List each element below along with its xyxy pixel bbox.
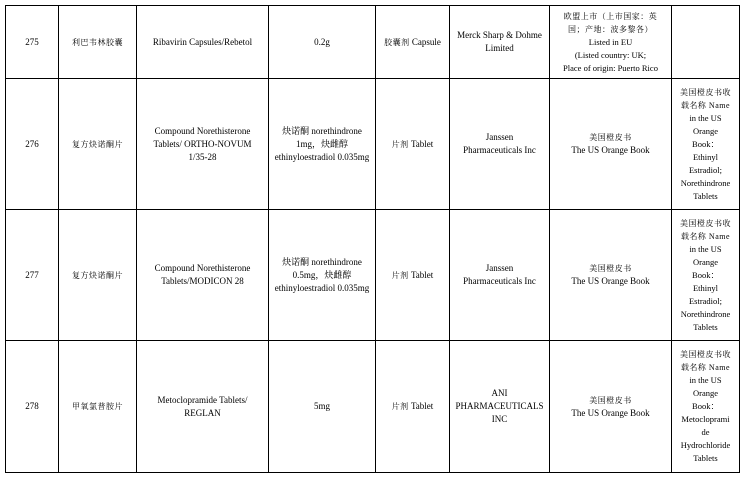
drug-listing-table (5, 5, 740, 473)
holder-line: Pharmaceuticals Inc (463, 145, 536, 155)
remark-line: Tablets (693, 453, 718, 463)
dosage-form-cn: 片剂 (391, 270, 409, 280)
remark-line: in the US (689, 375, 722, 385)
row-number: 275 (6, 6, 59, 79)
remark-line: 载名称 Name (680, 100, 731, 110)
remark-line: Orange (692, 256, 718, 267)
specification (269, 6, 376, 79)
spec-line: 0.2g (314, 36, 330, 47)
dosage-form-en: Capsule (411, 36, 441, 47)
specification (269, 210, 376, 341)
remark-line: de (701, 427, 710, 437)
holder-line: INC (491, 414, 508, 424)
listing-source (550, 341, 672, 473)
listing-source (550, 210, 672, 341)
spec-line: 炔诺酮 norethindrone (282, 125, 362, 136)
spec-line: 5mg (313, 401, 330, 411)
english-name-line: 1/35-28 (188, 151, 217, 162)
dosage-form (376, 341, 450, 473)
remark-line: Estradiol; (688, 164, 723, 175)
license-holder (450, 341, 550, 473)
english-name (137, 210, 269, 341)
holder-line: Merck Sharp & Dohme (457, 30, 542, 40)
source-line: Place of origin: Puerto Rico (563, 62, 658, 73)
remark (672, 210, 740, 341)
holder-line: PHARMACEUTICALS (455, 401, 544, 411)
license-holder (450, 6, 550, 79)
remark-line: Metocloprami (681, 414, 730, 424)
source-line: The US Orange Book (571, 276, 650, 286)
spec-line: 炔诺酮 norethindrone (282, 256, 362, 267)
english-name-line: Compound Norethisterone (154, 263, 251, 273)
chinese-name: 复方炔诺酮片 (59, 210, 137, 341)
listing-source (550, 6, 672, 79)
source-line: 美国橙皮书 (589, 264, 632, 273)
remark-line: Hydrochloride (680, 440, 731, 450)
table-row (6, 79, 740, 210)
remark-line: Orange (692, 125, 718, 136)
remark (672, 6, 740, 79)
holder-line: Janssen (485, 263, 514, 273)
dosage-form-cn: 胶囊剂 (384, 37, 410, 47)
remark-line: in the US (689, 112, 722, 123)
holder-line: Janssen (485, 132, 514, 142)
spec-line: ethinyloestradiol 0.035mg (274, 151, 370, 162)
chinese-name: 甲氧氯普胺片 (59, 341, 137, 473)
remark-line: 美国橙皮书收 (680, 218, 731, 228)
remark-line: Book： (692, 401, 719, 411)
remark (672, 341, 740, 473)
remark-line: in the US (689, 243, 722, 254)
spec-line: 0.5mg，炔雌醇 (292, 269, 352, 280)
specification (269, 79, 376, 210)
chinese-name: 利巴韦林胶囊 (59, 6, 137, 79)
table-row (6, 6, 740, 79)
source-line: (Listed country: UK; (574, 49, 647, 60)
remark-line: Ethinyl (692, 282, 719, 293)
remark-line: Ethinyl (692, 151, 719, 162)
remark-line: 美国橙皮书收 (680, 350, 731, 359)
english-name-line: Metoclopramide Tablets/ (157, 394, 248, 405)
holder-line: Pharmaceuticals Inc (463, 276, 536, 286)
english-name-line: REGLAN (184, 407, 221, 418)
remark-line: Book： (692, 269, 719, 280)
dosage-form (376, 79, 450, 210)
holder-line: ANI (491, 388, 508, 398)
spec-line: ethinyloestradiol 0.035mg (274, 282, 370, 293)
source-line: 美国橙皮书 (589, 395, 632, 405)
english-name (137, 341, 269, 473)
english-name: Ribavirin Capsules/Rebetol (137, 6, 269, 79)
specification (269, 341, 376, 473)
dosage-form-en: Tablet (410, 138, 434, 149)
remark-line: 载名称 Name (680, 363, 731, 372)
source-line: The US Orange Book (571, 407, 650, 418)
source-line: Listed in EU (588, 36, 633, 47)
license-holder (450, 79, 550, 210)
table-row (6, 210, 740, 341)
remark-line: Book： (692, 138, 719, 149)
english-name-line: Compound Norethisterone (154, 125, 251, 136)
spec-line: 1mg，炔雌醇 (295, 138, 348, 149)
english-name-line: Tablets/ ORTHO-NOVUM (153, 138, 252, 149)
holder-line: Limited (485, 43, 514, 53)
source-line: 国；产地：波多黎各） (568, 24, 653, 34)
dosage-form (376, 210, 450, 341)
dosage-form-en: Tablet (410, 401, 434, 411)
source-line: 欧盟上市（上市国家：英 (563, 11, 658, 21)
row-number: 278 (6, 341, 59, 473)
remark-line: Estradiol; (688, 295, 723, 306)
remark-line: Tablets (693, 321, 718, 332)
dosage-form-cn: 片剂 (391, 402, 409, 411)
remark-line: Orange (692, 388, 718, 398)
remark-line: 美国橙皮书收 (680, 87, 731, 97)
table-row (6, 341, 740, 473)
row-number: 277 (6, 210, 59, 341)
row-number: 276 (6, 79, 59, 210)
license-holder (450, 210, 550, 341)
chinese-name: 复方炔诺酮片 (59, 79, 137, 210)
listing-source (550, 79, 672, 210)
source-line: The US Orange Book (571, 145, 650, 155)
remark-line: Norethindrone (680, 177, 731, 188)
source-line: 美国橙皮书 (589, 133, 632, 142)
remark-line: Tablets (693, 190, 718, 201)
remark (672, 79, 740, 210)
dosage-form-cn: 片剂 (391, 139, 409, 149)
dosage-form-en: Tablet (410, 269, 434, 280)
remark-line: 载名称 Name (680, 231, 731, 241)
remark-line: Norethindrone (680, 308, 731, 319)
english-name-line: Tablets/MODICON 28 (161, 276, 244, 286)
dosage-form (376, 6, 450, 79)
english-name (137, 79, 269, 210)
